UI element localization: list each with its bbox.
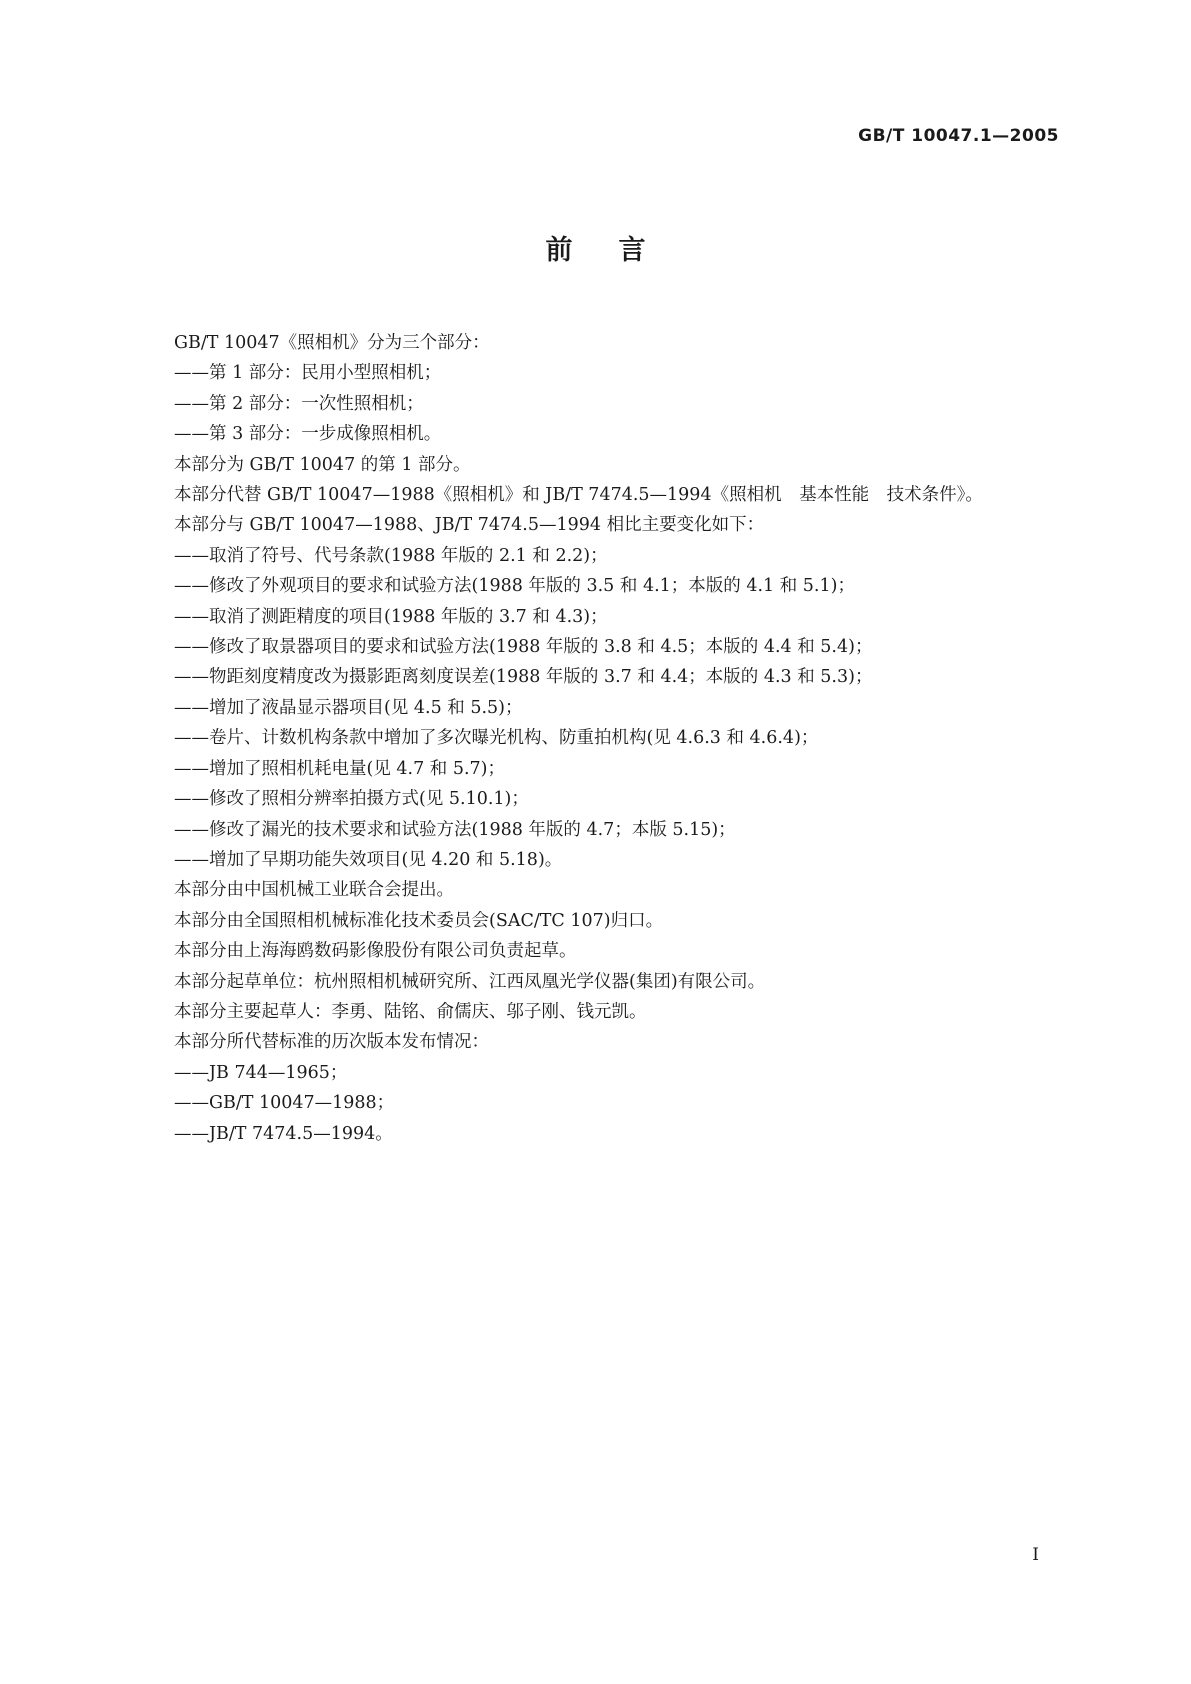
paragraph: 本部分代替 GB/T 10047—1988《照相机》和 JB/T 7474.5—1994《照相机 基本性能 技术条件》。	[174, 485, 983, 506]
paragraph: 本部分由中国机械工业联合会提出。	[174, 880, 454, 901]
list-item: ——增加了液晶显示器项目(见 4.5 和 5.5)；	[174, 697, 523, 718]
paragraph: 本部分为 GB/T 10047 的第 1 部分。	[174, 454, 471, 475]
list-item: ——第 1 部分：民用小型照相机；	[174, 363, 442, 384]
list-item: ——卷片、计数机构条款中增加了多次曝光机构、防重拍机构(见 4.6.3 和 4.6.4)；	[174, 728, 819, 749]
list-item: ——增加了早期功能失效项目(见 4.20 和 5.18)。	[174, 849, 563, 870]
list-item: ——JB/T 7474.5—1994。	[174, 1123, 393, 1144]
list-item: ——修改了漏光的技术要求和试验方法(1988 年版的 4.7；本版 5.15)；	[174, 819, 736, 840]
paragraph: 本部分与 GB/T 10047—1988、JB/T 7474.5—1994 相比主要变化如下：	[174, 515, 765, 536]
paragraph: 本部分所代替标准的历次版本发布情况：	[174, 1032, 489, 1053]
list-item: ——第 3 部分：一步成像照相机。	[174, 424, 442, 445]
paragraph: 本部分由全国照相机械标准化技术委员会(SAC/TC 107)归口。	[174, 910, 664, 931]
list-item: ——物距刻度精度改为摄影距离刻度误差(1988 年版的 3.7 和 4.4；本版的 4.3 和 5.3)；	[174, 667, 873, 688]
paragraph: 本部分主要起草人：李勇、陆铭、俞儒庆、邬子刚、钱元凯。	[174, 1001, 647, 1022]
list-item: ——增加了照相机耗电量(见 4.7 和 5.7)；	[174, 758, 506, 779]
list-item: ——取消了符号、代号条款(1988 年版的 2.1 和 2.2)；	[174, 545, 608, 566]
paragraph: 本部分起草单位：杭州照相机械研究所、江西凤凰光学仪器(集团)有限公司。	[174, 971, 766, 992]
list-item: ——取消了测距精度的项目(1988 年版的 3.7 和 4.3)；	[174, 606, 608, 627]
list-item: ——修改了外观项目的要求和试验方法(1988 年版的 3.5 和 4.1；本版的 4.1 和 5.1)；	[174, 576, 855, 597]
list-item: ——GB/T 10047—1988；	[174, 1093, 395, 1114]
list-item: ——修改了取景器项目的要求和试验方法(1988 年版的 3.8 和 4.5；本版的 4.4 和 5.4)；	[174, 637, 873, 658]
document-body	[124, 328, 1065, 1149]
paragraph: GB/T 10047《照相机》分为三个部分：	[174, 333, 490, 353]
standard-number: GB/T 10047.1—2005	[858, 126, 1059, 146]
list-item: ——JB 744—1965；	[174, 1062, 348, 1083]
list-item: ——第 2 部分：一次性照相机；	[174, 393, 424, 414]
paragraph: 本部分由上海海鸥数码影像股份有限公司负责起草。	[174, 941, 577, 962]
list-item: ——修改了照相分辨率拍摄方式(见 5.10.1)；	[174, 789, 529, 810]
page-number: I	[1032, 1545, 1039, 1565]
page-title: 前言	[545, 235, 692, 266]
